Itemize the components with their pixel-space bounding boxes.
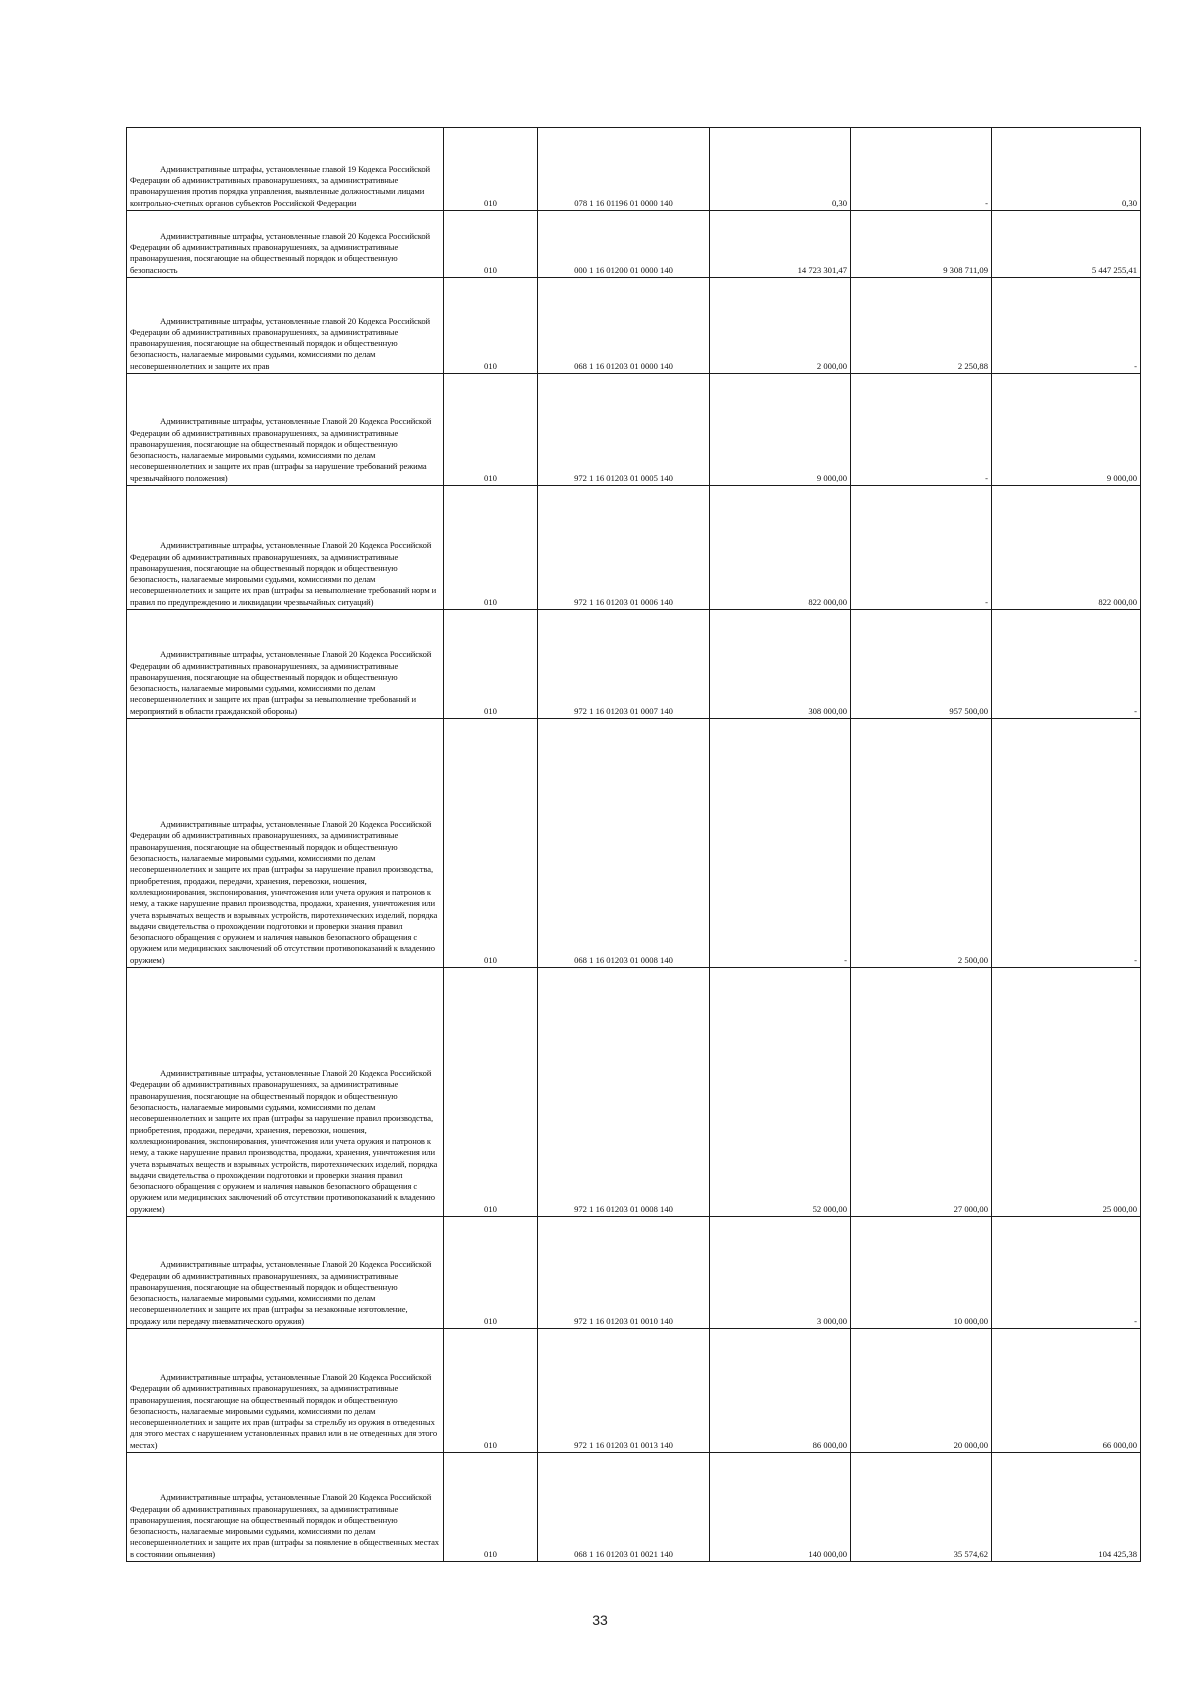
approved-amount-cell-text: 3 000,00 bbox=[816, 1315, 847, 1326]
approved-amount-cell bbox=[710, 374, 851, 486]
line-code-cell bbox=[444, 278, 538, 374]
unexecuted-amount-cell-text: 25 000,00 bbox=[1102, 1203, 1137, 1214]
executed-amount-cell-text: - bbox=[985, 596, 988, 607]
line-code-cell-text: 010 bbox=[484, 1548, 497, 1559]
budget-classification-code-cell-text: 972 1 16 01203 01 0008 140 bbox=[574, 1203, 673, 1214]
unexecuted-amount-cell bbox=[992, 128, 1141, 211]
approved-amount-cell-text: 822 000,00 bbox=[808, 596, 847, 607]
unexecuted-amount-cell-text: 822 000,00 bbox=[1098, 596, 1137, 607]
unexecuted-amount-cell bbox=[992, 374, 1141, 486]
line-code-cell bbox=[444, 1329, 538, 1453]
executed-amount-cell bbox=[851, 128, 992, 211]
unexecuted-amount-cell-text: 9 000,00 bbox=[1106, 472, 1137, 483]
row-description bbox=[127, 1217, 444, 1329]
approved-amount-cell-text: 14 723 301,47 bbox=[797, 264, 847, 275]
executed-amount-cell-text: 2 500,00 bbox=[957, 954, 988, 965]
row-description-text: Административные штрафы, установленные Главой 20 Кодекса Российской Федерации об административных правонарушениях, за административные правонарушения, посягающие на общественный порядок и общественную безопасность, налагаемые мировыми судьями, комиссиями по делам несовершеннолетних и защите их прав (штрафы за стрельбу из оружия в отведенных для этого местах с нарушением установленных правил или в не отведенных для этого местах) bbox=[130, 1371, 438, 1450]
row-description bbox=[127, 1453, 444, 1562]
executed-amount-cell bbox=[851, 278, 992, 374]
line-code-cell-text: 010 bbox=[484, 197, 497, 208]
approved-amount-cell bbox=[710, 1453, 851, 1562]
budget-classification-code-cell bbox=[538, 486, 710, 610]
budget-classification-code-cell-text: 972 1 16 01203 01 0010 140 bbox=[574, 1315, 673, 1326]
row-description-text: Административные штрафы, установленные главой 20 Кодекса Российской Федерации об административных правонарушениях, за административные правонарушения, посягающие на общественный порядок и общественную безопасность, налагаемые мировыми судьями, комиссиями по делам несовершеннолетних и защите их прав bbox=[130, 315, 431, 371]
approved-amount-cell-text: 2 000,00 bbox=[816, 360, 847, 371]
executed-amount-cell-text: 9 308 711,09 bbox=[943, 264, 988, 275]
budget-classification-code-cell bbox=[538, 211, 710, 278]
row-description bbox=[127, 211, 444, 278]
executed-amount-cell bbox=[851, 610, 992, 719]
executed-amount-cell bbox=[851, 486, 992, 610]
line-code-cell bbox=[444, 1217, 538, 1329]
unexecuted-amount-cell-text: - bbox=[1134, 1315, 1137, 1326]
row-description-text: Административные штрафы, установленные Главой 20 Кодекса Российской Федерации об административных правонарушениях, за административные правонарушения, посягающие на общественный порядок и общественную безопасность, налагаемые мировыми судьями, комиссиями по делам несовершеннолетних и защите их прав (штрафы за невыполнение требований норм и правил по предупреждению и ликвидации чрезвычайных ситуаций) bbox=[130, 540, 437, 607]
unexecuted-amount-cell-text: 5 447 255,41 bbox=[1091, 264, 1137, 275]
row-description-text: Административные штрафы, установленные Главой 20 Кодекса Российской Федерации об административных правонарушениях, за административные правонарушения, посягающие на общественный порядок и общественную безопасность, налагаемые мировыми судьями, комиссиями по делам несовершеннолетних и защите их прав (штрафы за нарушение требований режима чрезвычайного положения) bbox=[130, 416, 432, 483]
row-description-text: Административные штрафы, установленные Главой 20 Кодекса Российской Федерации об административных правонарушениях, за административные правонарушения, посягающие на общественный порядок и общественную безопасность, налагаемые мировыми судьями, комиссиями по делам несовершеннолетних и защите их прав (штрафы за незаконные изготовление, продажу или передачу пневматического оружия) bbox=[130, 1259, 432, 1326]
unexecuted-amount-cell-text: - bbox=[1134, 954, 1137, 965]
budget-classification-code-cell-text: 000 1 16 01200 01 0000 140 bbox=[574, 264, 673, 275]
approved-amount-cell-text: 0,30 bbox=[831, 197, 847, 208]
unexecuted-amount-cell bbox=[992, 968, 1141, 1217]
row-description-text: Административные штрафы, установленные Главой 20 Кодекса Российской Федерации об административных правонарушениях, за административные правонарушения, посягающие на общественный порядок и общественную безопасность, налагаемые мировыми судьями, комиссиями по делам несовершеннолетних и защите их прав (штрафы за невыполнение требований и мероприятий в области гражданской обороны) bbox=[130, 649, 432, 716]
approved-amount-cell bbox=[710, 1217, 851, 1329]
budget-classification-code-cell-text: 972 1 16 01203 01 0005 140 bbox=[574, 472, 673, 483]
executed-amount-cell bbox=[851, 1453, 992, 1562]
line-code-cell bbox=[444, 486, 538, 610]
executed-amount-cell-text: 2 250,88 bbox=[957, 360, 988, 371]
executed-amount-cell bbox=[851, 719, 992, 968]
budget-classification-code-cell-text: 068 1 16 01203 01 0000 140 bbox=[574, 360, 673, 371]
row-description bbox=[127, 486, 444, 610]
executed-amount-cell bbox=[851, 211, 992, 278]
row-description bbox=[127, 610, 444, 719]
unexecuted-amount-cell bbox=[992, 719, 1141, 968]
table-row bbox=[127, 128, 1141, 211]
row-description bbox=[127, 278, 444, 374]
line-code-cell bbox=[444, 1453, 538, 1562]
approved-amount-cell bbox=[710, 128, 851, 211]
executed-amount-cell bbox=[851, 968, 992, 1217]
budget-classification-code-cell bbox=[538, 128, 710, 211]
table-row bbox=[127, 374, 1141, 486]
budget-classification-code-cell bbox=[538, 719, 710, 968]
approved-amount-cell-text: - bbox=[844, 954, 847, 965]
line-code-cell bbox=[444, 968, 538, 1217]
unexecuted-amount-cell bbox=[992, 610, 1141, 719]
line-code-cell bbox=[444, 719, 538, 968]
executed-amount-cell bbox=[851, 1217, 992, 1329]
line-code-cell-text: 010 bbox=[484, 1315, 497, 1326]
approved-amount-cell bbox=[710, 486, 851, 610]
unexecuted-amount-cell-text: 66 000,00 bbox=[1102, 1439, 1137, 1450]
unexecuted-amount-cell bbox=[992, 1329, 1141, 1453]
budget-execution-table bbox=[126, 127, 1141, 1562]
approved-amount-cell-text: 9 000,00 bbox=[816, 472, 847, 483]
executed-amount-cell-text: 27 000,00 bbox=[953, 1203, 988, 1214]
table-row bbox=[127, 1217, 1141, 1329]
row-description-text: Административные штрафы, установленные Главой 20 Кодекса Российской Федерации об административных правонарушениях, за административные правонарушения, посягающие на общественный порядок и общественную безопасность, налагаемые мировыми судьями, комиссиями по делам несовершеннолетних и защите их прав (штрафы за появление в общественных местах в состоянии опьянения) bbox=[130, 1492, 439, 1559]
budget-classification-code-cell-text: 972 1 16 01203 01 0006 140 bbox=[574, 596, 673, 607]
budget-classification-code-cell-text: 078 1 16 01196 01 0000 140 bbox=[574, 197, 673, 208]
line-code-cell-text: 010 bbox=[484, 596, 497, 607]
unexecuted-amount-cell bbox=[992, 486, 1141, 610]
executed-amount-cell-text: - bbox=[985, 472, 988, 483]
unexecuted-amount-cell-text: - bbox=[1134, 705, 1137, 716]
line-code-cell bbox=[444, 128, 538, 211]
line-code-cell-text: 010 bbox=[484, 705, 497, 716]
approved-amount-cell-text: 86 000,00 bbox=[812, 1439, 847, 1450]
budget-classification-code-cell bbox=[538, 1217, 710, 1329]
line-code-cell bbox=[444, 610, 538, 719]
row-description bbox=[127, 1329, 444, 1453]
table-row bbox=[127, 211, 1141, 278]
page-number: 33 bbox=[592, 1612, 608, 1628]
budget-classification-code-cell bbox=[538, 1329, 710, 1453]
unexecuted-amount-cell bbox=[992, 1217, 1141, 1329]
budget-classification-code-cell-text: 068 1 16 01203 01 0021 140 bbox=[574, 1548, 673, 1559]
approved-amount-cell bbox=[710, 968, 851, 1217]
unexecuted-amount-cell bbox=[992, 1453, 1141, 1562]
unexecuted-amount-cell-text: - bbox=[1134, 360, 1137, 371]
approved-amount-cell bbox=[710, 278, 851, 374]
approved-amount-cell-text: 52 000,00 bbox=[812, 1203, 847, 1214]
table-row bbox=[127, 278, 1141, 374]
executed-amount-cell-text: - bbox=[985, 197, 988, 208]
executed-amount-cell-text: 20 000,00 bbox=[953, 1439, 988, 1450]
row-description-text: Административные штрафы, установленные Главой 20 Кодекса Российской Федерации об административных правонарушениях, за административные правонарушения, посягающие на общественный порядок и общественную безопасность, налагаемые мировыми судьями, комиссиями по делам несовершеннолетних и защите их прав (штрафы за нарушение правил производства, приобретения, продажи, передачи, хранения, перевозки, ношения, коллекционирования, экспонирования, уничтожения или учета оружия и патронов к нему, а также нарушение правил производства, продажи, хранения, уничтожения или учета взрывчатых веществ и взрывных устройств, пиротехнических изделий, порядка выдачи свидетельства о прохождении подготовки и проверки знания правил безопасного обращения с оружием и наличия навыков безопасного обращения с оружием или медицинских заключений об отсутствии противопоказаний к владению оружием) bbox=[130, 1068, 438, 1214]
budget-classification-code-cell bbox=[538, 278, 710, 374]
table-row bbox=[127, 610, 1141, 719]
line-code-cell-text: 010 bbox=[484, 1439, 497, 1450]
row-description bbox=[127, 968, 444, 1217]
approved-amount-cell-text: 140 000,00 bbox=[808, 1548, 847, 1559]
executed-amount-cell-text: 957 500,00 bbox=[949, 705, 988, 716]
unexecuted-amount-cell-text: 104 425,38 bbox=[1098, 1548, 1137, 1559]
approved-amount-cell bbox=[710, 610, 851, 719]
budget-classification-code-cell-text: 972 1 16 01203 01 0007 140 bbox=[574, 705, 673, 716]
budget-classification-code-cell bbox=[538, 374, 710, 486]
budget-classification-code-cell bbox=[538, 610, 710, 719]
approved-amount-cell bbox=[710, 1329, 851, 1453]
approved-amount-cell bbox=[710, 211, 851, 278]
row-description-text: Административные штрафы, установленные главой 19 Кодекса Российской Федерации об административных правонарушениях, за административные правонарушения против порядка управления, выявленные должностными лицами контрольно-счетных органов субъектов Российской Федерации bbox=[130, 163, 431, 208]
line-code-cell-text: 010 bbox=[484, 264, 497, 275]
row-description-text: Административные штрафы, установленные главой 20 Кодекса Российской Федерации об административных правонарушениях, за административные правонарушения, посягающие на общественный порядок и общественную безопасность bbox=[130, 230, 431, 275]
approved-amount-cell-text: 308 000,00 bbox=[808, 705, 847, 716]
table-row bbox=[127, 719, 1141, 968]
executed-amount-cell bbox=[851, 374, 992, 486]
table-row bbox=[127, 1329, 1141, 1453]
table-body bbox=[127, 128, 1141, 1562]
table-row bbox=[127, 486, 1141, 610]
table-row bbox=[127, 968, 1141, 1217]
line-code-cell bbox=[444, 374, 538, 486]
row-description-text: Административные штрафы, установленные Главой 20 Кодекса Российской Федерации об административных правонарушениях, за административные правонарушения, посягающие на общественный порядок и общественную безопасность, налагаемые мировыми судьями, комиссиями по делам несовершеннолетних и защите их прав (штрафы за нарушение правил производства, приобретения, продажи, передачи, хранения, перевозки, ношения, коллекционирования, экспонирования, уничтожения или учета оружия и патронов к нему, а также нарушение правил производства, продажи, хранения, уничтожения или учета взрывчатых веществ и взрывных устройств, пиротехнических изделий, порядка выдачи свидетельства о прохождении подготовки и проверки знания правил безопасного обращения с оружием и наличия навыков безопасного обращения с оружием или медицинских заключений об отсутствии противопоказаний к владению оружием) bbox=[130, 819, 438, 965]
budget-classification-code-cell-text: 972 1 16 01203 01 0013 140 bbox=[574, 1439, 673, 1450]
row-description bbox=[127, 719, 444, 968]
row-description bbox=[127, 374, 444, 486]
budget-classification-code-cell bbox=[538, 1453, 710, 1562]
approved-amount-cell bbox=[710, 719, 851, 968]
budget-classification-code-cell bbox=[538, 968, 710, 1217]
line-code-cell-text: 010 bbox=[484, 954, 497, 965]
line-code-cell-text: 010 bbox=[484, 1203, 497, 1214]
unexecuted-amount-cell bbox=[992, 211, 1141, 278]
line-code-cell-text: 010 bbox=[484, 472, 497, 483]
table-row bbox=[127, 1453, 1141, 1562]
executed-amount-cell-text: 35 574,62 bbox=[953, 1548, 988, 1559]
executed-amount-cell bbox=[851, 1329, 992, 1453]
executed-amount-cell-text: 10 000,00 bbox=[953, 1315, 988, 1326]
unexecuted-amount-cell bbox=[992, 278, 1141, 374]
line-code-cell bbox=[444, 211, 538, 278]
row-description bbox=[127, 128, 444, 211]
budget-classification-code-cell-text: 068 1 16 01203 01 0008 140 bbox=[574, 954, 673, 965]
unexecuted-amount-cell-text: 0,30 bbox=[1121, 197, 1137, 208]
line-code-cell-text: 010 bbox=[484, 360, 497, 371]
